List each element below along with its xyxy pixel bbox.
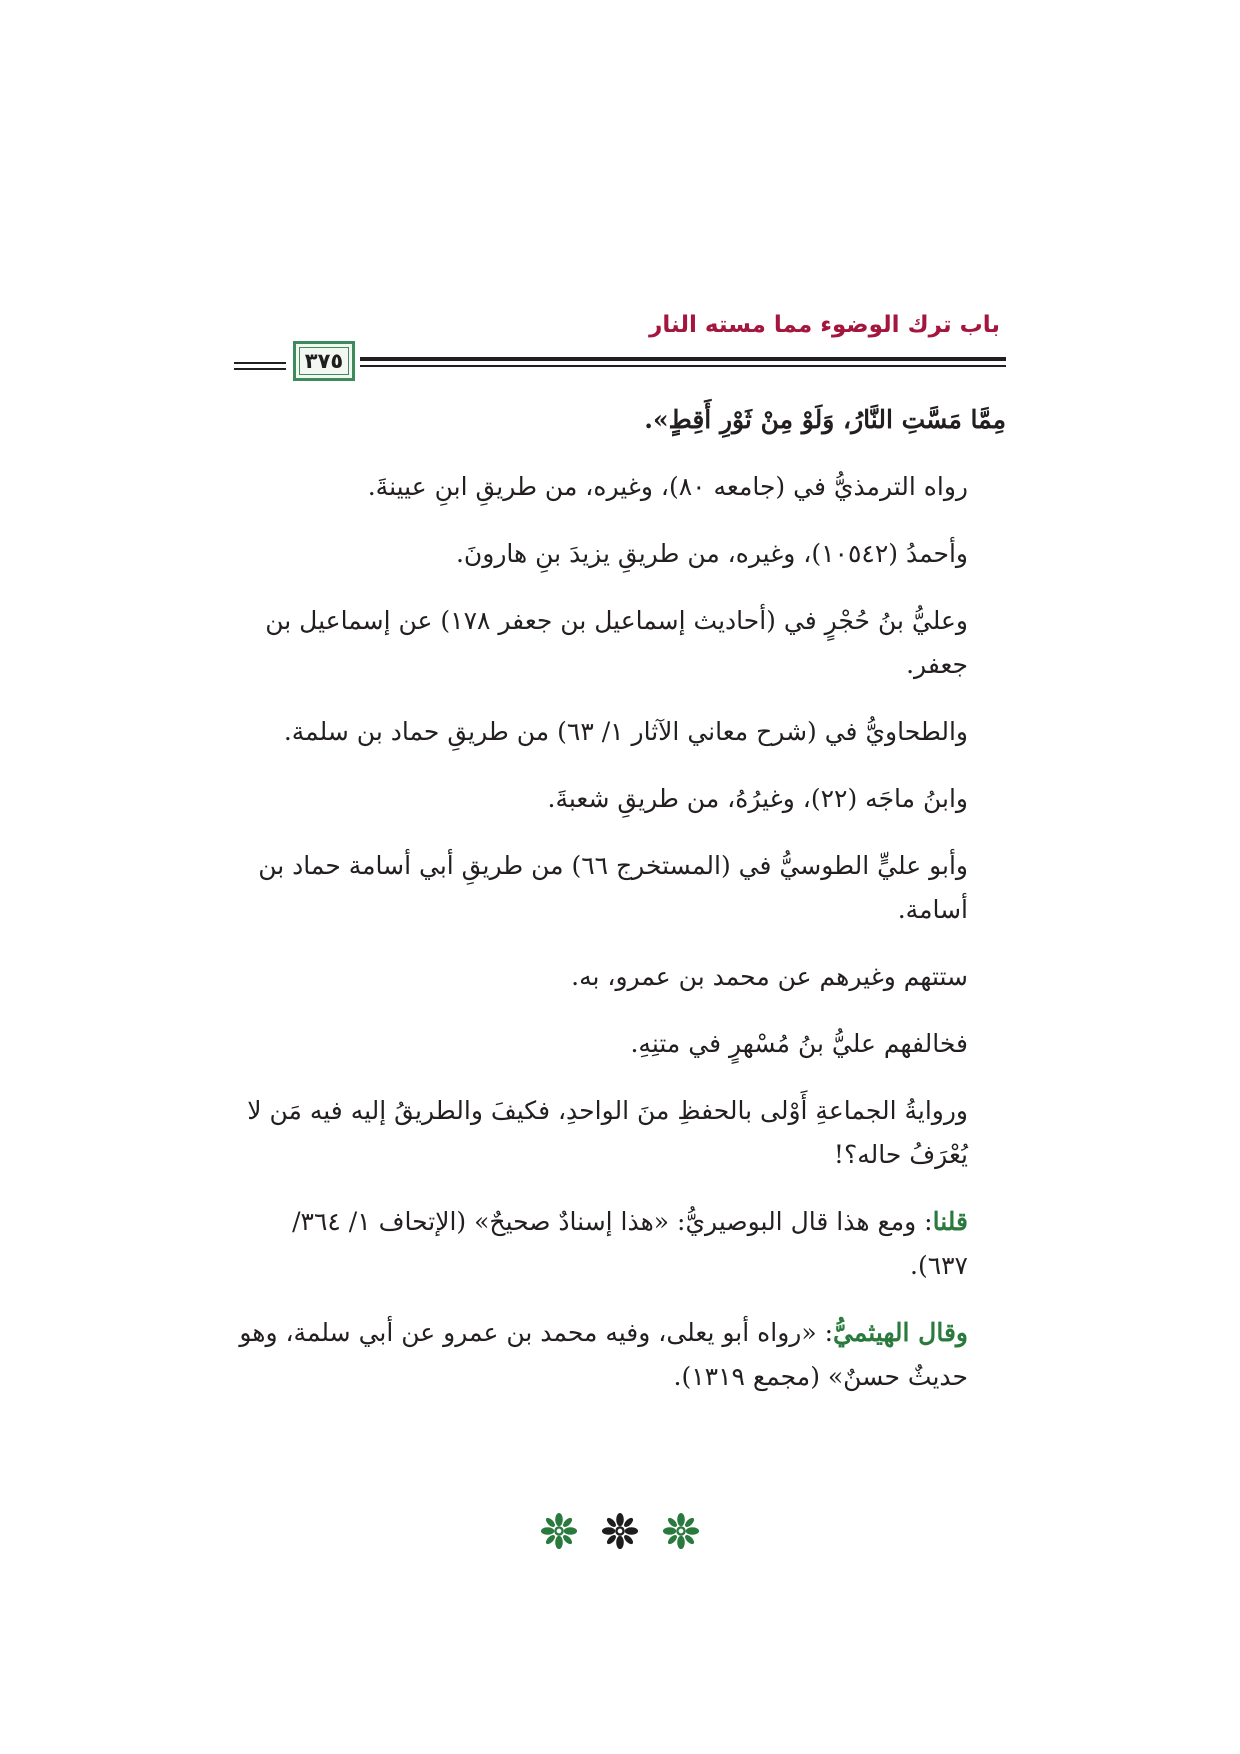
chapter-title: باب ترك الوضوء مما مسته النار (649, 312, 1000, 338)
section-end-ornaments (540, 1512, 700, 1550)
paragraph-ibn-majah: وابنُ ماجَه (٢٢)، وغيرُهُ، من طريقِ شعبةَ. (547, 784, 968, 813)
paragraph-haythami (234, 1311, 1006, 1399)
header-rule-right-thick (360, 357, 1006, 361)
hadith-text-continuation: مِمَّا مَسَّتِ النَّارُ، وَلَوْ مِنْ ثَوْرِ أَقِطٍ». (644, 405, 1006, 434)
header-rule-right-thin (360, 365, 1006, 367)
paragraph-summary: ستتهم وغيرهم عن محمد بن عمرو، به. (571, 962, 968, 991)
header-rule-left-top (234, 362, 286, 364)
paragraph-ali-ibn-mushir: فخالفهم عليُّ بنُ مُسْهرٍ في متنِهِ. (630, 1029, 968, 1058)
paragraph-tusi: وأبو عليٍّ الطوسيُّ في (المستخرج ٦٦) من طريقِ أبي أسامة حماد بن أسامة. (258, 851, 968, 924)
page-number-badge (293, 341, 355, 381)
floral-ornament-icon (601, 1512, 639, 1550)
paragraph-ali-ibn-hujr: وعليُّ بنُ حُجْرٍ في (أحاديث إسماعيل بن جعفر ١٧٨) عن إسماعيل بن جعفر. (265, 606, 968, 679)
page-body (234, 398, 1006, 1422)
qulna-lead: قلنا (932, 1207, 968, 1236)
qulna-text: : ومع هذا قال البوصيريُّ: «هذا إسنادٌ صحيحٌ» (الإتحاف ١/ ٣٦٤/ ٦٣٧). (292, 1207, 968, 1280)
page-number: ٣٧٥ (304, 349, 344, 373)
haythami-text: : «رواه أبو يعلى، وفيه محمد بن عمرو عن أبي سلمة، وهو حديثٌ حسنٌ» (مجمع ١٣١٩). (239, 1318, 968, 1391)
paragraph-tirmidhi: رواه الترمذيُّ في (جامعه ٨٠)، وغيره، من طريقِ ابنِ عيينةَ. (367, 472, 968, 501)
paragraph-ahmad: وأحمدُ (١٠٥٤٢)، وغيره، من طريقِ يزيدَ بنِ هارونَ. (455, 539, 968, 568)
floral-ornament-icon (662, 1512, 700, 1550)
haythami-lead: وقال الهيثميُّ (833, 1318, 968, 1347)
paragraph-jamaah: وروايةُ الجماعةِ أَوْلى بالحفظِ منَ الواحدِ، فكيفَ والطريقُ إليه فيه مَن لا يُعْرَفُ حاله؟! (247, 1096, 968, 1169)
floral-ornament-icon (540, 1512, 578, 1550)
paragraph-qulna (234, 1200, 1006, 1288)
header-rule-left-bottom (234, 368, 286, 370)
paragraph-tahawi: والطحاويُّ في (شرح معاني الآثار ١/ ٦٣) من طريقِ حماد بن سلمة. (283, 717, 968, 746)
